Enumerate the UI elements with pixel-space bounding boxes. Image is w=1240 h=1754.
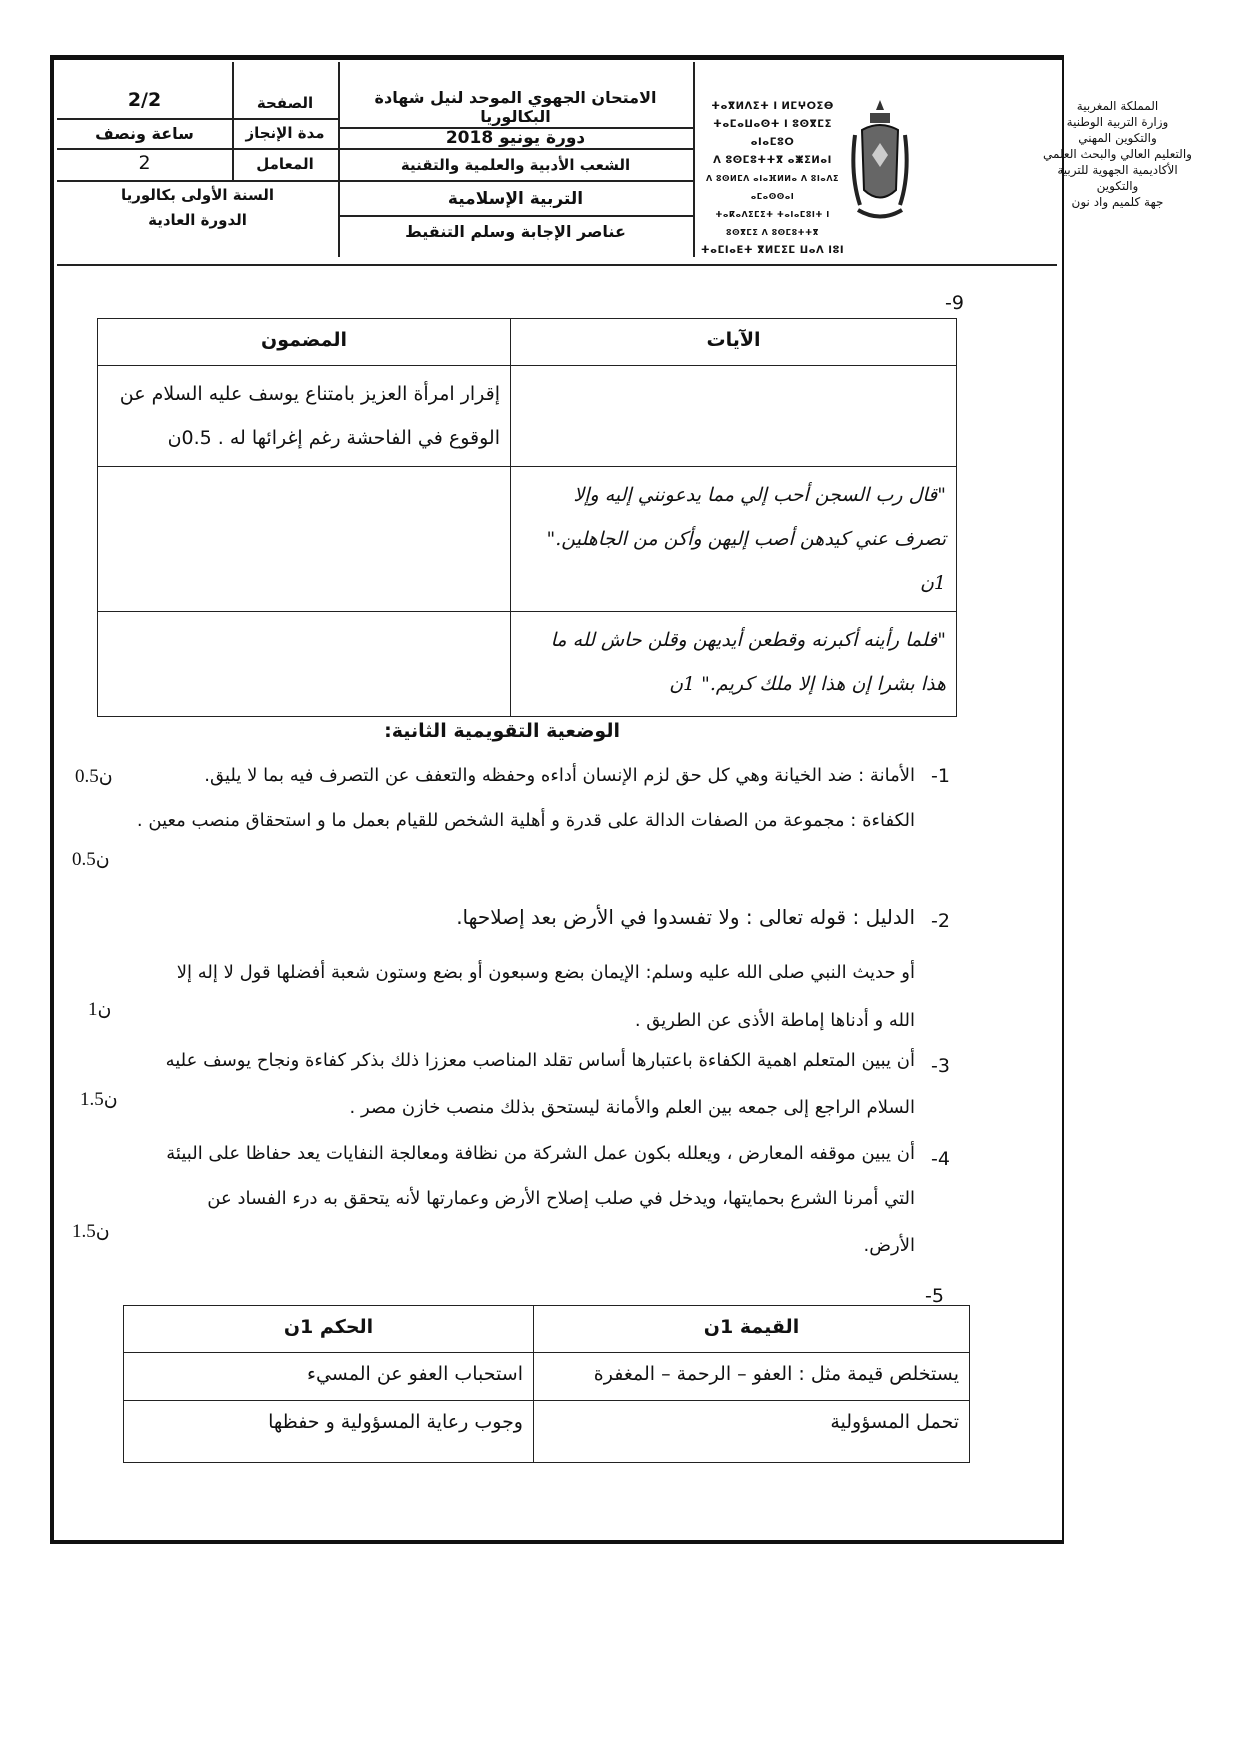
tifinagh-line: ⴷ ⵓⵙⵎⵓⵜⵜⴳ ⴰⵥⵉⵍⴰⵏ bbox=[713, 155, 832, 166]
score: 1.5ن bbox=[72, 1221, 110, 1242]
tifinagh-line: ⵜⴰⴳⵍⴷⵉⵜ ⵏ ⵍⵎⵖⵔⵉⴱ bbox=[711, 101, 834, 112]
coefficient-value: 2 bbox=[138, 152, 151, 174]
value-cell: يستخلص قيمة مثل : العفو – الرحمة – المغفرة bbox=[534, 1353, 970, 1401]
duration-label: مدة الإنجاز bbox=[245, 124, 325, 142]
item-line: الكفاءة : مجموعة من الصفات الدالة على قدرة و أهلية الشخص للقيام بعمل ما و استحقاق منصب معين . bbox=[136, 810, 915, 831]
item-number: -1 bbox=[931, 765, 950, 787]
item-line: أن يبين المتعلم اهمية الكفاءة باعتبارها أساس تقلد المناصب معززا ذلك بذكر كفاءة ونجاح يوسف عليه bbox=[165, 1050, 915, 1071]
page-value: 2/2 bbox=[127, 89, 162, 111]
ministry-line: والتكوين المهني bbox=[1078, 131, 1157, 145]
page-label: الصفحة bbox=[256, 94, 314, 112]
score: 0.5ن bbox=[72, 849, 110, 870]
tifinagh-line: ⵜⴰⵎⵏⴰⴹⵜ ⴳⵍⵎⵉⵎ ⵡⴰⴷ ⵏⵓⵏ bbox=[700, 245, 845, 256]
streams: الشعب الأدبية والعلمية والتقنية bbox=[400, 156, 631, 174]
item-number: -3 bbox=[931, 1055, 950, 1077]
value-cell: تحمل المسؤولية bbox=[534, 1401, 970, 1463]
col-header-content: المضمون bbox=[98, 319, 511, 366]
col-header-ruling: الحكم 1ن bbox=[124, 1306, 534, 1353]
item-line: الله و أدناها إماطة الأذى عن الطريق . bbox=[634, 1010, 915, 1031]
col-header-verses: الآيات bbox=[511, 319, 957, 366]
tifinagh-block bbox=[700, 98, 845, 260]
level: السنة الأولى بكالوريا bbox=[120, 186, 275, 204]
item-line: الأمانة : ضد الخيانة وهي كل حق لزم الإنسان أداءه وحفظه والتعفف عن التصرف فيه بما لا يليق. bbox=[204, 765, 915, 786]
verse-cell: "فلما رأينه أكبرنه وقطعن أيديهن وقلن حاش لله ما هذا بشرا إن هذا إلا ملك كريم." 1ن bbox=[511, 612, 957, 717]
ministry-line: جهة كلميم واد نون bbox=[1071, 195, 1164, 209]
tifinagh-line: ⴷ ⵓⵙⵍⵎⴷ ⴰⵏⴰⴼⵍⵍⴰ ⴷ ⵓⵏⴰⴷⵉ ⴰⵎⴰⵙⵙⴰⵏ bbox=[705, 174, 839, 201]
subject: التربية الإسلامية bbox=[447, 188, 584, 209]
ministry-block bbox=[1040, 98, 1195, 210]
exam-title: الامتحان الجهوي الموحد لنيل شهادة البكالوريا bbox=[374, 88, 657, 126]
item-line: أو حديث النبي صلى الله عليه وسلم: الإيمان بضع وسبعون أو بضع وستون شعبة أفضلها قول لا إله إلا bbox=[176, 962, 915, 983]
doc-type: عناصر الإجابة وسلم التنقيط bbox=[405, 221, 626, 241]
tifinagh-line: ⵜⴰⵎⴰⵡⴰⵙⵜ ⵏ ⵓⵙⴳⵎⵉ ⴰⵏⴰⵎⵓⵔ bbox=[713, 119, 832, 148]
ruling-cell: وجوب رعاية المسؤولية و حفظها bbox=[124, 1401, 534, 1463]
section-title: الوضعية التقويمية الثانية: bbox=[384, 720, 620, 742]
session: دورة يونيو 2018 bbox=[445, 127, 586, 148]
round: الدورة العادية bbox=[148, 211, 247, 229]
item-line: أن يبين موقفه المعارض ، ويعلله بكون عمل الشركة من نظافة ومعالجة النفايات يعد حفاظا على البيئة bbox=[166, 1143, 915, 1164]
ministry-line: والتعليم العالي والبحث العلمي bbox=[1043, 147, 1192, 161]
content-cell: إقرار امرأة العزيز بامتناع يوسف عليه السلام عن الوقوع في الفاحشة رغم إغرائها له . 0.5ن bbox=[98, 366, 511, 467]
ministry-line: الأكاديمية الجهوية للتربية والتكوين bbox=[1057, 163, 1178, 193]
content-cell bbox=[98, 467, 511, 612]
item-line: السلام الراجع إلى جمعه بين العلم والأمانة ليستحق بذلك منصب خازن مصر . bbox=[349, 1097, 915, 1118]
tifinagh-line: ⵜⴰⴽⴰⴷⵉⵎⵉⵜ ⵜⴰⵏⴰⵎⵓⵏⵜ ⵏ ⵓⵙⴳⵎⵉ ⴷ ⵓⵙⵎⵓⵜⵜⴳ bbox=[715, 210, 830, 237]
item-line: الأرض. bbox=[863, 1235, 915, 1256]
score: 1ن bbox=[88, 999, 112, 1020]
verse-cell: "قال رب السجن أحب إلي مما يدعونني إليه وإلا تصرف عني كيدهن أصب إليهن وأكن من الجاهلين." 1ن bbox=[511, 467, 957, 612]
item-number: -2 bbox=[931, 910, 950, 932]
col-header-value: القيمة 1ن bbox=[534, 1306, 970, 1353]
ministry-line: المملكة المغربية bbox=[1076, 99, 1159, 113]
verses-table bbox=[97, 318, 957, 717]
moroccan-coat-of-arms-icon bbox=[850, 95, 910, 235]
item-number: -4 bbox=[931, 1148, 950, 1170]
score: 0.5ن bbox=[75, 766, 113, 787]
question-number: -9 bbox=[945, 292, 964, 314]
content-cell bbox=[98, 612, 511, 717]
verse-cell bbox=[511, 366, 957, 467]
item-line: التي أمرنا الشرع بحمايتها، ويدخل في صلب إصلاح الأرض وعمارتها لأنه يتحقق به درء الفساد عن bbox=[207, 1188, 915, 1209]
question-number: -5 bbox=[925, 1285, 944, 1307]
duration-value: ساعة ونصف bbox=[95, 123, 194, 143]
values-table bbox=[123, 1305, 970, 1463]
ministry-line: وزارة التربية الوطنية bbox=[1066, 115, 1169, 129]
item-line: الدليل : قوله تعالى : ولا تفسدوا في الأرض بعد إصلاحها. bbox=[456, 905, 915, 929]
score: 1.5ن bbox=[80, 1089, 118, 1110]
ruling-cell: استحباب العفو عن المسيء bbox=[124, 1353, 534, 1401]
coefficient-label: المعامل bbox=[256, 155, 314, 173]
